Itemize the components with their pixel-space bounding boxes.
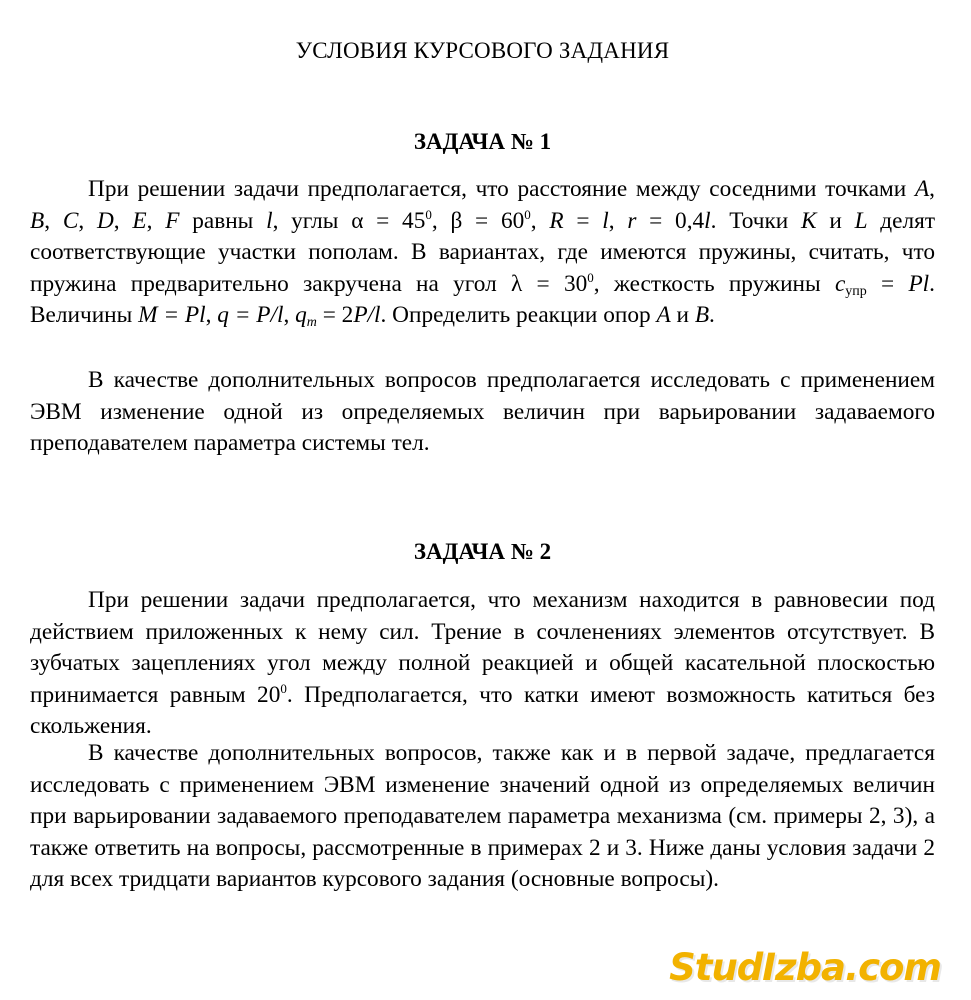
page-title: УСЛОВИЯ КУРСОВОГО ЗАДАНИЯ bbox=[295, 38, 670, 63]
task1-paragraph-2: В качестве дополнительных вопросов предполагается исследовать с применением ЭВМ изменение одной из определяемых величин при варьировании задаваемого преподавателем параметра системы тел. bbox=[30, 367, 935, 456]
task2-paragraph-2: В качестве дополнительных вопросов, также как и в первой задаче, предлагается исследовать с применением ЭВМ изменение значений одной из определяемых величин при варьировании задаваемого преподавателем параметра механизма (см. примеры 2, 3), а также ответить на вопросы, рассмотренные в примерах 2 и 3. Ниже даны условия задачи 2 для всех тридцати вариантов курсового задания (основные вопросы). bbox=[30, 740, 935, 892]
task2-heading: ЗАДАЧА № 2 bbox=[413, 539, 552, 564]
studizba-watermark-logo: StudIzba.com bbox=[669, 946, 941, 989]
task1-heading: ЗАДАЧА № 1 bbox=[413, 129, 552, 154]
task1-paragraph-1: При решении задачи предполагается, что расстояние между соседними точками A, B, C, D, E, F равны l, углы $\alpha = 45^0$, $\beta = 60^0$, R = l, r = 0,4l. Точки K и L делят соответствующие участки пополам. В вариантах, где имеются пружины, считать, что пружина предварительно закручена на угол $\lambda = 30^0$, жесткость пружины $c_{упр} = Pl$. Величины M = Pl, q = P/l, $q_m = 2P/l$. Определить реакции опор A и B. bbox=[30, 176, 936, 330]
task2-paragraph-1: При решении задачи предполагается, что механизм находится в равновесии под действием приложенных к нему сил. Трение в сочленениях элементов отсутствует. В зубчатых зацеплениях угол между полной реакцией и общей касательной плоскостью принимается равным $20^0$. Предполагается, что катки имеют возможность катиться без скольжения. bbox=[30, 587, 935, 739]
